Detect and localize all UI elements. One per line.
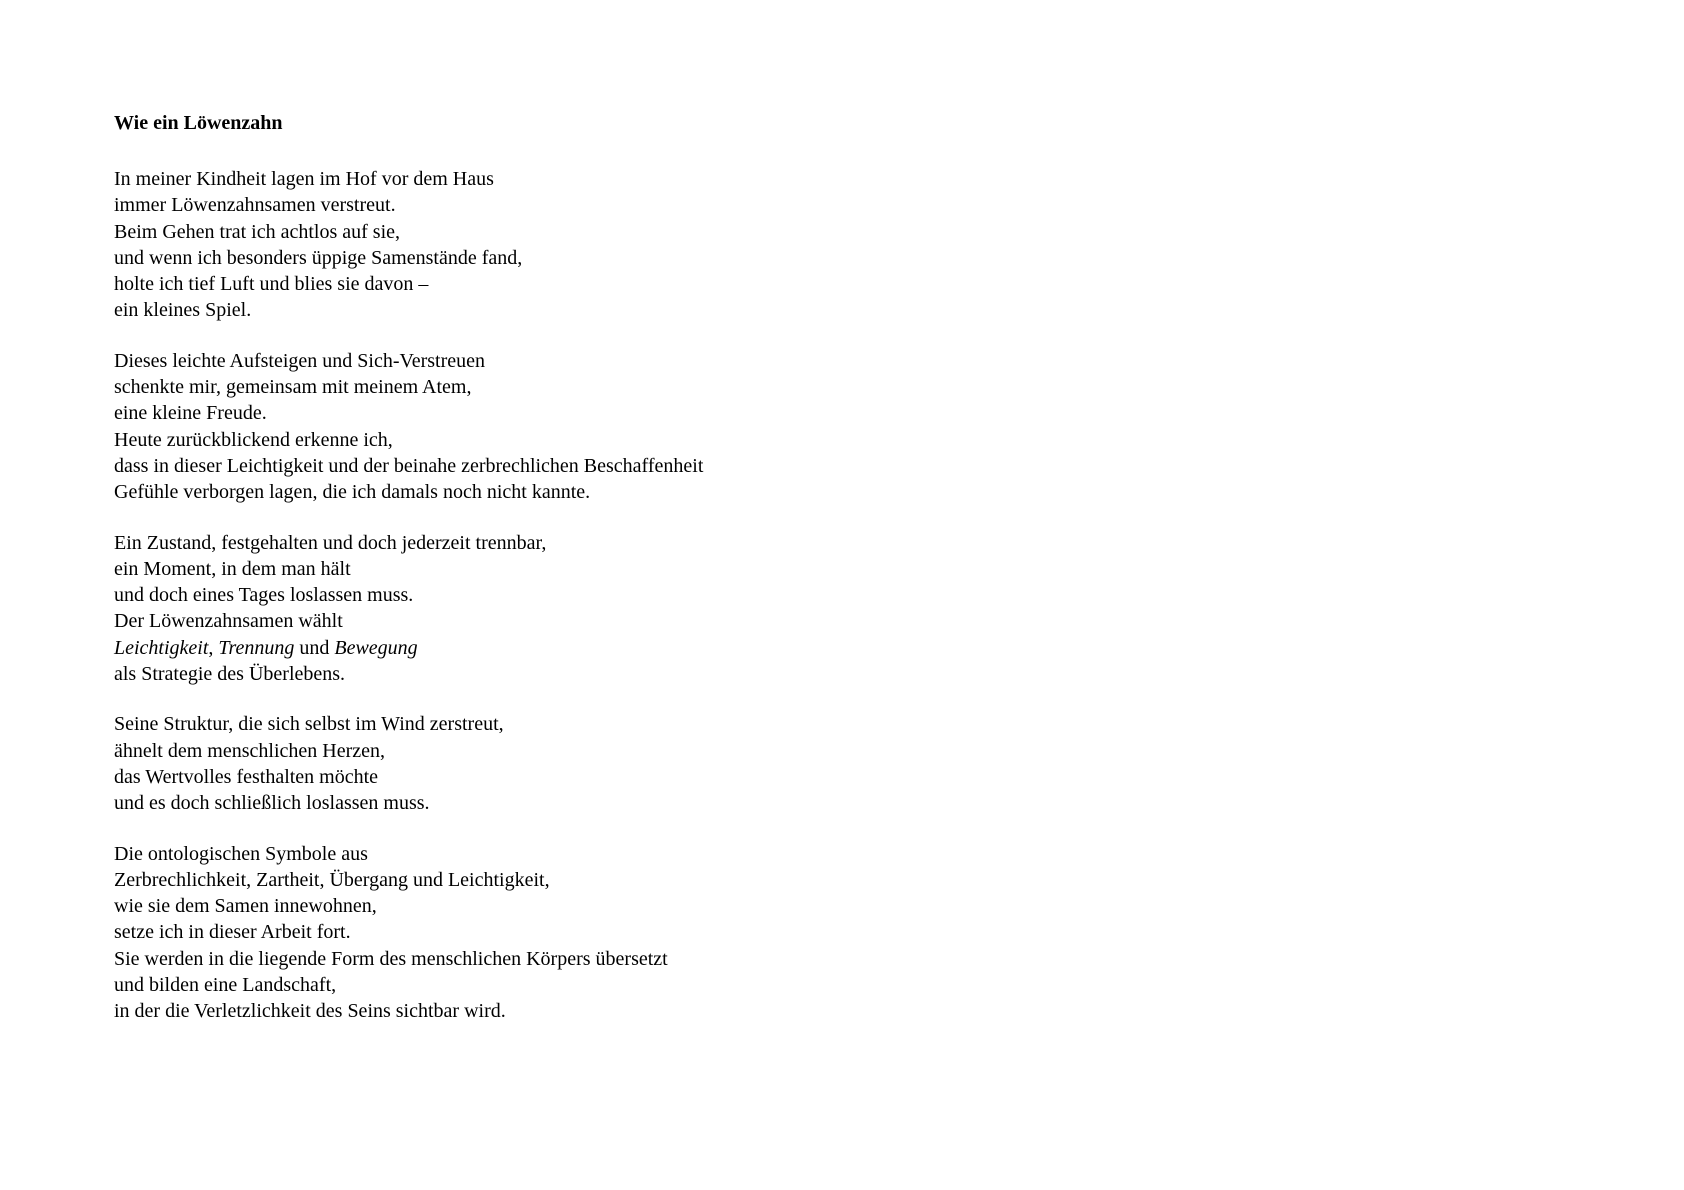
poem-line: Beim Gehen trat ich achtlos auf sie, (114, 220, 401, 243)
poem-line: Sie werden in die liegende Form des menschlichen Körpers übersetzt (114, 947, 668, 970)
poem-line: immer Löwenzahnsamen verstreut. (114, 194, 396, 217)
separator-text: , (208, 636, 219, 659)
poem-line: setze ich in dieser Arbeit fort. (114, 921, 351, 944)
poem-line: holte ich tief Luft und blies sie davon – (114, 273, 429, 296)
poem-line: Der Löwenzahnsamen wählt (114, 610, 343, 633)
document-page (114, 110, 1014, 1049)
poem-line: und doch eines Tages loslassen muss. (114, 584, 414, 607)
emphasis-word: Leichtigkeit (114, 636, 209, 659)
poem-line: als Strategie des Überlebens. (114, 663, 346, 686)
poem-line: und wenn ich besonders üppige Samenstände fand, (114, 246, 523, 269)
poem-line: Ein Zustand, festgehalten und doch jederzeit trennbar, (114, 531, 547, 554)
poem-line: Dieses leichte Aufsteigen und Sich-Verstreuen (114, 349, 486, 372)
stanza-5 (114, 841, 1014, 1025)
poem-line: Heute zurückblickend erkenne ich, (114, 428, 393, 451)
poem-line: ähnelt dem menschlichen Herzen, (114, 739, 385, 762)
poem-line: und es doch schließlich loslassen muss. (114, 792, 430, 815)
poem-line: Die ontologischen Symbole aus (114, 842, 368, 865)
poem-line: in der die Verletzlichkeit des Seins sichtbar wird. (114, 1000, 506, 1023)
poem-line: Gefühle verborgen lagen, die ich damals noch nicht kannte. (114, 481, 591, 504)
emphasis-word: Bewegung (334, 636, 418, 659)
poem-line: eine kleine Freude. (114, 402, 267, 425)
poem-line: und bilden eine Landschaft, (114, 974, 337, 997)
poem-line: wie sie dem Samen innewohnen, (114, 895, 377, 918)
poem-line: In meiner Kindheit lagen im Hof vor dem Haus (114, 168, 494, 190)
stanza-3 (114, 530, 1014, 688)
poem-line: Seine Struktur, die sich selbst im Wind zerstreut, (114, 713, 504, 736)
poem-line: das Wertvolles festhalten möchte (114, 765, 379, 788)
poem-line: Zerbrechlichkeit, Zartheit, Übergang und Leichtigkeit, (114, 868, 550, 891)
poem-line: schenkte mir, gemeinsam mit meinem Atem, (114, 376, 472, 399)
stanza-2 (114, 348, 1014, 506)
poem-line-emphasis (114, 635, 1014, 661)
poem-line: dass in dieser Leichtigkeit und der beinahe zerbrechlichen Beschaffenheit (114, 454, 704, 477)
poem-line: ein kleines Spiel. (114, 299, 252, 322)
stanza-1 (114, 166, 1014, 324)
poem-line: ein Moment, in dem man hält (114, 557, 351, 580)
emphasis-word: Trennung (218, 636, 295, 659)
stanza-4 (114, 711, 1014, 816)
poem-title: Wie ein Löwenzahn (114, 112, 283, 134)
separator-text: und (294, 636, 335, 659)
